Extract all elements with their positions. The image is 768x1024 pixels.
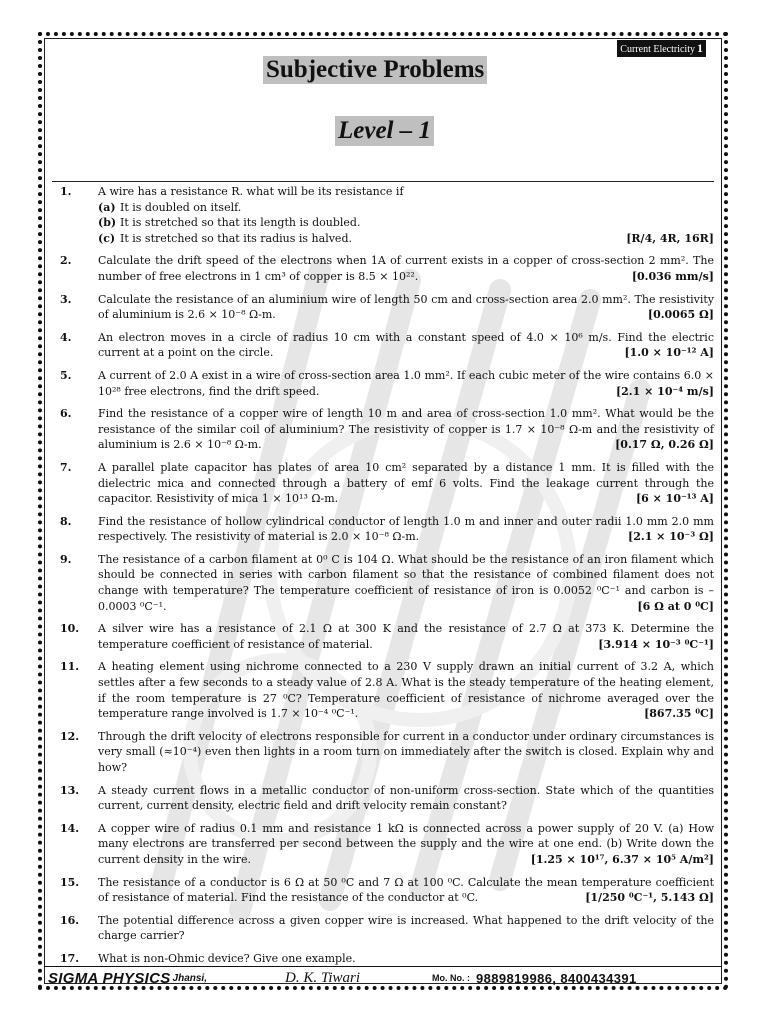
answer-label: [0.036 mm/s] [631, 269, 714, 283]
problem-number: 7. [60, 460, 72, 474]
problem-number: 13. [60, 783, 80, 797]
answer-label: [6 × 10⁻¹³ A] [635, 492, 714, 506]
problem-body [98, 821, 714, 868]
problem-number: 14. [60, 821, 80, 835]
problem-item [60, 514, 714, 545]
problem-item [60, 460, 714, 507]
problem-item [60, 821, 714, 868]
answer-label: [1.0 × 10⁻¹² A] [624, 346, 714, 360]
sub-part-label: (c) [98, 231, 116, 245]
problem-item [60, 552, 714, 614]
problem-number: 8. [60, 514, 72, 528]
problem-text: A heating element using nichrome connected to a 230 V supply drawn an initial current of 3.2 A, which settles after a few seconds to a steady value of 2.8 A. What is the steady temperature of the heating element, if the room temperature is 27 ⁰C? Temperature coefficient of resistance of nichrome averaged over the temperature range involved is 1.7 × 10⁻⁴ ⁰C⁻¹. [98, 660, 714, 721]
problem-text: Through the drift velocity of electrons responsible for current in a conductor under ordinary circumstances is very small (≈10⁻⁴) even then lights in a room turn on immediately after the switch is closed. Explain why and how? [98, 729, 714, 774]
problem-item [60, 729, 714, 776]
problem-number: 12. [60, 729, 80, 743]
sub-part [98, 200, 714, 216]
problem-text: The resistance of a conductor is 6 Ω at 50 ⁰C and 7 Ω at 100 ⁰C. Calculate the mean temperature coefficient of resistance of material. Find the resistance of the conductor at ⁰C. [98, 875, 714, 905]
answer-label: [3.914 × 10⁻³ ⁰C⁻¹] [598, 637, 714, 651]
problem-number: 4. [60, 330, 72, 344]
problem-text: A copper wire of radius 0.1 mm and resistance 1 kΩ is connected across a power supply of 20 V. (a) How many electrons are transferred per second between the supply and the wire at one end. (b) Write down the current density in the wire. [98, 821, 714, 866]
problem-text: What is non-Ohmic device? Give one example. [98, 951, 356, 965]
problem-body [98, 292, 714, 323]
problem-body [98, 552, 714, 614]
title-divider [52, 181, 714, 182]
problem-body [98, 460, 714, 507]
problem-item [60, 292, 714, 323]
problem-body [98, 659, 714, 721]
problem-text: Calculate the resistance of an aluminium wire of length 50 cm and cross-section area 2.0 mm². The resistivity of aluminium is 2.6 × 10⁻⁸ Ω-m. [98, 292, 714, 322]
answer-label: [2.1 × 10⁻⁴ m/s] [615, 384, 714, 398]
problem-body [98, 951, 714, 967]
problem-item [60, 368, 714, 399]
page-title: Subjective Problems [263, 56, 487, 84]
sub-part-text: It is doubled on itself. [120, 200, 242, 214]
problem-body [98, 184, 714, 246]
sub-part-text: It is stretched so that its radius is halved. [120, 231, 352, 245]
footer-city: Jhansi, [172, 972, 207, 984]
sub-part [98, 231, 714, 247]
sub-part-label: (b) [98, 216, 117, 230]
problem-text: Find the resistance of a copper wire of length 10 m and area of cross-section 1.0 mm². What would be the resistance of the similar coil of aluminium? The resistivity of copper is 1.7 × 10⁻⁸ Ω-m and the resistivity of aluminium is 2.6 × 10⁻⁸ Ω-m. [98, 407, 714, 452]
problem-body [98, 875, 714, 906]
problem-item [60, 875, 714, 906]
problem-number: 9. [60, 552, 72, 566]
problem-body [98, 729, 714, 776]
problem-body [98, 913, 714, 944]
sub-part-text: It is stretched so that its length is doubled. [120, 216, 361, 230]
footer-mobile-label: Mo. No. : [432, 973, 471, 983]
problem-body [98, 406, 714, 453]
problem-number: 10. [60, 622, 80, 636]
answer-label: [1.25 × 10¹⁷, 6.37 × 10⁵ A/m²] [530, 852, 714, 866]
problem-text: A parallel plate capacitor has plates of area 10 cm² separated by a distance 1 mm. It is filled with the dielectric mica and connected through a battery of emf 6 volts. Find the leakage current through the capacitor. Resistivity of mica 1 × 10¹³ Ω-m. [98, 460, 714, 506]
footer-mobile-numbers: 9889819986, 8400434391 [476, 970, 637, 986]
problem-body [98, 621, 714, 652]
problem-text: Find the resistance of hollow cylindrical conductor of length 1.0 m and inner and outer radii 1.0 mm 2.0 mm respectively. The resistivity of material is 2.0 × 10⁻⁸ Ω-m. [98, 514, 714, 544]
problem-number: 17. [60, 951, 80, 965]
footer [44, 966, 722, 989]
problem-item [60, 783, 714, 814]
footer-author: D. K. Tiwari [285, 969, 361, 986]
problem-item [60, 184, 714, 246]
problem-body [98, 253, 714, 284]
problem-text: The resistance of a carbon filament at 0⁰ C is 104 Ω. What should be the resistance of an iron filament which should be connected in series with carbon filament so that the resistance of combined filament does not change with temperature? The temperature coefficient of resistance of iron is 0.0052 ⁰C⁻¹ and carbon is – 0.0003 ⁰C⁻¹. [98, 552, 714, 613]
footer-brand: SIGMA PHYSICS [48, 969, 171, 987]
problem-text: A current of 2.0 A exist in a wire of cross-section area 1.0 mm². If each cubic meter of the wire contains 6.0 × 10²⁸ free electrons, find the drift speed. [98, 368, 714, 398]
problem-body [98, 330, 714, 361]
problem-text: An electron moves in a circle of radius 10 cm with a constant speed of 4.0 × 10⁶ m/s. Find the electric current at a point on the circle. [98, 330, 714, 360]
problem-number: 2. [60, 254, 72, 268]
problem-body [98, 514, 714, 545]
problem-item [60, 330, 714, 361]
problem-number: 15. [60, 875, 80, 889]
problem-text: A wire has a resistance R. what will be its resistance if [98, 185, 404, 198]
sub-part [98, 215, 714, 231]
chapter-name: Current Electricity [620, 44, 695, 55]
problem-number: 6. [60, 407, 72, 421]
problem-list [60, 184, 714, 974]
page-number: 1 [697, 41, 703, 55]
problem-item [60, 951, 714, 967]
answer-label: [2.1 × 10⁻³ Ω] [628, 530, 714, 544]
problem-number: 11. [60, 660, 80, 674]
chapter-badge [617, 40, 706, 57]
problem-text: A steady current flows in a metallic conductor of non-uniform cross-section. State which of the quantities current, current density, electric field and drift velocity remain constant? [98, 783, 714, 813]
problem-number: 3. [60, 292, 72, 306]
problem-text: Calculate the drift speed of the electrons when 1A of current exists in a copper of cross-section 2 mm². The number of free electrons in 1 cm³ of copper is 8.5 × 10²². [98, 254, 714, 283]
problem-body [98, 368, 714, 399]
answer-label: [0.0065 Ω] [647, 308, 714, 322]
answer-label: [1/250 ⁰C⁻¹, 5.143 Ω] [585, 891, 714, 905]
problem-item [60, 659, 714, 721]
answer-label: [867.35 ⁰C] [644, 707, 714, 721]
problem-text: A silver wire has a resistance of 2.1 Ω at 300 K and the resistance of 2.7 Ω at 373 K. Determine the temperature coefficient of resistance of material. [98, 622, 714, 651]
problem-item [60, 913, 714, 944]
answer-label: [0.17 Ω, 0.26 Ω] [615, 438, 714, 452]
problem-item [60, 406, 714, 453]
problem-text: The potential difference across a given copper wire is increased. What happened to the drift velocity of the charge carrier? [98, 913, 714, 943]
problem-number: 16. [60, 913, 80, 927]
level-heading: Level – 1 [335, 116, 434, 146]
problem-number: 1. [60, 185, 72, 198]
answer-label: [6 Ω at 0 ⁰C] [637, 599, 714, 613]
sub-part-label: (a) [98, 200, 116, 214]
problem-item [60, 621, 714, 652]
problem-number: 5. [60, 368, 72, 382]
problem-body [98, 783, 714, 814]
problem-item [60, 253, 714, 284]
answer-label: [R/4, 4R, 16R] [626, 231, 714, 245]
